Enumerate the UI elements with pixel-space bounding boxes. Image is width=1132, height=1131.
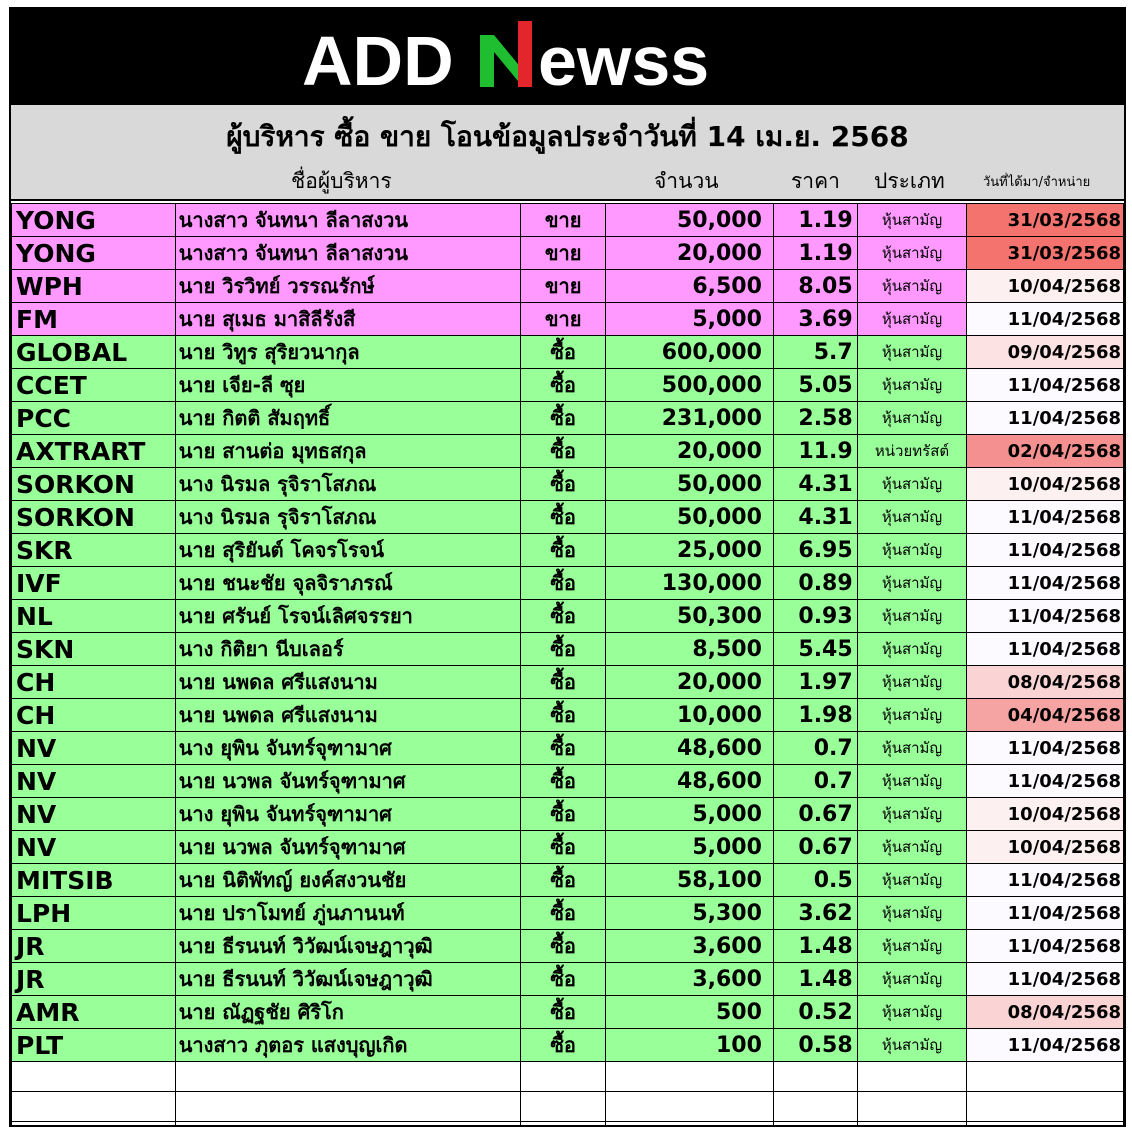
executive-name-cell: นาย นวพล จันทร์จุฑามาศ [175,765,520,798]
stock-symbol-cell: NV [12,798,176,831]
empty-table-row [12,1092,1124,1122]
transaction-date-cell: 10/04/2568 [967,831,1124,864]
stock-symbol-cell: LPH [12,897,176,930]
price-cell: 1.19 [773,204,857,237]
price-cell: 0.67 [773,831,857,864]
price-cell: 0.7 [773,732,857,765]
table-row [12,831,1124,864]
transaction-date-cell: 11/04/2568 [967,765,1124,798]
security-type-cell: หน่วยทรัสต์ [857,435,967,468]
executive-name-cell: นาย นิติพัทญ์ ยงค์สงวนชัย [175,864,520,897]
column-header-price: ราคา [791,169,840,193]
executive-name-cell: นาย สุเมธ มาสิลีรังสี [175,303,520,336]
transaction-side-cell: ซื้อ [520,600,606,633]
stock-symbol-cell: PCC [12,402,176,435]
price-cell: 1.98 [773,699,857,732]
quantity-cell: 10,000 [606,699,773,732]
security-type-cell: หุ้นสามัญ [857,633,967,666]
quantity-cell: 25,000 [606,534,773,567]
security-type-cell: หุ้นสามัญ [857,270,967,303]
transaction-side-cell: ซื้อ [520,534,606,567]
transaction-side-cell: ซื้อ [520,732,606,765]
stock-symbol-cell: NV [12,732,176,765]
quantity-cell: 50,000 [606,501,773,534]
table-row [12,864,1124,897]
price-cell: 0.89 [773,567,857,600]
quantity-cell: 48,600 [606,765,773,798]
table-row [12,798,1124,831]
quantity-cell: 8,500 [606,633,773,666]
report-title: ผู้บริหาร ซื้อ ขาย โอนข้อมูลประจำวันที่ 14 เม.ย. 2568 [226,120,909,153]
executive-name-cell: นาย วิทูร สุริยวนากุล [175,336,520,369]
price-cell: 3.69 [773,303,857,336]
stock-symbol-cell: NL [12,600,176,633]
price-cell: 1.48 [773,963,857,996]
quantity-cell: 100 [606,1029,773,1062]
table-row [12,270,1124,303]
security-type-cell: หุ้นสามัญ [857,699,967,732]
price-cell: 0.93 [773,600,857,633]
transaction-date-cell: 11/04/2568 [967,600,1124,633]
executive-name-cell: นางสาว จันทนา ลีลาสงวน [175,237,520,270]
executive-name-cell: นาย สุริยันต์ โคจรโรจน์ [175,534,520,567]
executive-name-cell: นาย เจีย-ลี ซุย [175,369,520,402]
transaction-side-cell: ซื้อ [520,831,606,864]
stock-symbol-cell: MITSIB [12,864,176,897]
empty-cell [967,1062,1124,1092]
security-type-cell: หุ้นสามัญ [857,798,967,831]
price-cell: 3.62 [773,897,857,930]
column-header-quantity: จำนวน [654,169,719,193]
transaction-side-cell: ซื้อ [520,666,606,699]
stock-symbol-cell: AXTRART [12,435,176,468]
table-row [12,963,1124,996]
security-type-cell: หุ้นสามัญ [857,963,967,996]
transaction-date-cell: 10/04/2568 [967,270,1124,303]
price-cell: 4.31 [773,468,857,501]
quantity-cell: 3,600 [606,963,773,996]
stock-symbol-cell: PLT [12,1029,176,1062]
executive-name-cell: นาย ณัฏฐชัย ศิริโก [175,996,520,1029]
transaction-date-cell: 04/04/2568 [967,699,1124,732]
report-header [11,105,1124,201]
executive-name-cell: นาย นวพล จันทร์จุฑามาศ [175,831,520,864]
empty-table-row [12,1062,1124,1092]
transaction-side-cell: ขาย [520,204,606,237]
price-cell: 1.48 [773,930,857,963]
executive-name-cell: นาง กิติยา นีบเลอร์ [175,633,520,666]
transaction-date-cell: 11/04/2568 [967,303,1124,336]
executive-name-cell: นาง ยุพิน จันทร์จุฑามาศ [175,732,520,765]
empty-cell [520,1062,606,1092]
table-row [12,468,1124,501]
table-row [12,534,1124,567]
transaction-date-cell: 11/04/2568 [967,501,1124,534]
transaction-side-cell: ซื้อ [520,567,606,600]
executive-name-cell: นาย ธีรนนท์ วิวัฒน์เจษฎาวุฒิ [175,930,520,963]
transaction-side-cell: ซื้อ [520,336,606,369]
transaction-side-cell: ซื้อ [520,765,606,798]
quantity-cell: 600,000 [606,336,773,369]
transaction-side-cell: ซื้อ [520,633,606,666]
empty-cell [12,1122,176,1128]
transaction-side-cell: ซื้อ [520,996,606,1029]
empty-cell [520,1092,606,1122]
quantity-cell: 500,000 [606,369,773,402]
stock-symbol-cell: WPH [12,270,176,303]
transaction-side-cell: ซื้อ [520,468,606,501]
quantity-cell: 50,000 [606,468,773,501]
column-header-name: ชื่อผู้บริหาร [291,169,392,193]
security-type-cell: หุ้นสามัญ [857,897,967,930]
quantity-cell: 5,300 [606,897,773,930]
price-cell: 0.67 [773,798,857,831]
transaction-date-cell: 10/04/2568 [967,468,1124,501]
table-row [12,600,1124,633]
executive-name-cell: นาย นพดล ศรีแสงนาม [175,699,520,732]
transaction-date-cell: 11/04/2568 [967,732,1124,765]
transaction-side-cell: ซื้อ [520,501,606,534]
price-cell: 0.58 [773,1029,857,1062]
security-type-cell: หุ้นสามัญ [857,600,967,633]
price-cell: 8.05 [773,270,857,303]
security-type-cell: หุ้นสามัญ [857,336,967,369]
empty-cell [606,1092,773,1122]
transaction-side-cell: ขาย [520,303,606,336]
transaction-date-cell: 02/04/2568 [967,435,1124,468]
table-row [12,237,1124,270]
price-cell: 0.5 [773,864,857,897]
price-cell: 1.97 [773,666,857,699]
transaction-side-cell: ซื้อ [520,798,606,831]
empty-cell [967,1122,1124,1128]
quantity-cell: 5,000 [606,303,773,336]
empty-cell [520,1122,606,1128]
logo-bar [11,9,1124,105]
quantity-cell: 5,000 [606,798,773,831]
stock-symbol-cell: CH [12,666,176,699]
transactions-table [11,203,1124,1127]
transaction-date-cell: 08/04/2568 [967,996,1124,1029]
transaction-date-cell: 11/04/2568 [967,963,1124,996]
security-type-cell: หุ้นสามัญ [857,1029,967,1062]
executive-name-cell: นาย ปราโมทย์ ภู่นภานนท์ [175,897,520,930]
price-cell: 11.9 [773,435,857,468]
executive-name-cell: นาง นิรมล รุจิราโสภณ [175,468,520,501]
price-cell: 5.45 [773,633,857,666]
price-cell: 4.31 [773,501,857,534]
transaction-date-cell: 11/04/2568 [967,369,1124,402]
security-type-cell: หุ้นสามัญ [857,996,967,1029]
empty-cell [967,1092,1124,1122]
quantity-cell: 50,000 [606,204,773,237]
table-row [12,204,1124,237]
security-type-cell: หุ้นสามัญ [857,303,967,336]
empty-table-row [12,1122,1124,1128]
table-row [12,732,1124,765]
table-row [12,765,1124,798]
column-header-type: ประเภท [874,169,945,193]
transaction-date-cell: 11/04/2568 [967,864,1124,897]
security-type-cell: หุ้นสามัญ [857,765,967,798]
empty-cell [606,1122,773,1128]
transaction-side-cell: ซื้อ [520,963,606,996]
quantity-cell: 231,000 [606,402,773,435]
stock-symbol-cell: FM [12,303,176,336]
stock-symbol-cell: SKR [12,534,176,567]
table-row [12,336,1124,369]
executive-name-cell: นาย สานต่อ มุทธสกุล [175,435,520,468]
executive-name-cell: นางสาว ภุตอร แสงบุญเกิด [175,1029,520,1062]
quantity-cell: 6,500 [606,270,773,303]
table-row [12,996,1124,1029]
stock-symbol-cell: NV [12,831,176,864]
quantity-cell: 130,000 [606,567,773,600]
quantity-cell: 20,000 [606,666,773,699]
table-row [12,930,1124,963]
transaction-side-cell: ซื้อ [520,369,606,402]
security-type-cell: หุ้นสามัญ [857,930,967,963]
empty-cell [175,1062,520,1092]
table-row [12,501,1124,534]
transaction-date-cell: 31/03/2568 [967,237,1124,270]
stock-symbol-cell: YONG [12,204,176,237]
quantity-cell: 20,000 [606,237,773,270]
transaction-side-cell: ซื้อ [520,930,606,963]
stock-symbol-cell: CH [12,699,176,732]
security-type-cell: หุ้นสามัญ [857,501,967,534]
table-row [12,435,1124,468]
price-cell: 5.05 [773,369,857,402]
executive-name-cell: นาง นิรมล รุจิราโสภณ [175,501,520,534]
transaction-side-cell: ซื้อ [520,402,606,435]
empty-cell [175,1122,520,1128]
logo-text-n: N [479,17,481,18]
transaction-date-cell: 31/03/2568 [967,204,1124,237]
stock-symbol-cell: SORKON [12,468,176,501]
executive-name-cell: นาง ยุพิน จันทร์จุฑามาศ [175,798,520,831]
security-type-cell: หุ้นสามัญ [857,237,967,270]
transaction-side-cell: ซื้อ [520,864,606,897]
empty-cell [773,1122,857,1128]
stock-symbol-cell: SKN [12,633,176,666]
quantity-cell: 50,300 [606,600,773,633]
price-cell: 1.19 [773,237,857,270]
stock-symbol-cell: GLOBAL [12,336,176,369]
table-row [12,369,1124,402]
stock-symbol-cell: AMR [12,996,176,1029]
transaction-date-cell: 11/04/2568 [967,930,1124,963]
price-cell: 2.58 [773,402,857,435]
transaction-date-cell: 11/04/2568 [967,897,1124,930]
transaction-date-cell: 11/04/2568 [967,633,1124,666]
security-type-cell: หุ้นสามัญ [857,732,967,765]
report-frame [9,7,1126,1127]
logo-text-add: ADD [301,22,454,97]
stock-symbol-cell: IVF [12,567,176,600]
price-cell: 0.7 [773,765,857,798]
security-type-cell: หุ้นสามัญ [857,534,967,567]
stock-symbol-cell: JR [12,963,176,996]
table-row [12,402,1124,435]
transaction-date-cell: 08/04/2568 [967,666,1124,699]
table-row [12,897,1124,930]
empty-cell [857,1092,967,1122]
stock-symbol-cell: CCET [12,369,176,402]
quantity-cell: 20,000 [606,435,773,468]
stock-symbol-cell: JR [12,930,176,963]
stock-symbol-cell: SORKON [12,501,176,534]
transaction-side-cell: ขาย [520,237,606,270]
security-type-cell: หุ้นสามัญ [857,369,967,402]
stock-symbol-cell: YONG [12,237,176,270]
logo-text-ewss: ewss [537,22,709,97]
addnewss-logo [298,17,838,97]
security-type-cell: หุ้นสามัญ [857,666,967,699]
executive-name-cell: นาย ธีรนนท์ วิวัฒน์เจษฎาวุฒิ [175,963,520,996]
table-row [12,567,1124,600]
security-type-cell: หุ้นสามัญ [857,204,967,237]
transaction-date-cell: 11/04/2568 [967,1029,1124,1062]
table-row [12,666,1124,699]
security-type-cell: หุ้นสามัญ [857,831,967,864]
logo-n-mark [480,17,532,87]
quantity-cell: 3,600 [606,930,773,963]
security-type-cell: หุ้นสามัญ [857,567,967,600]
empty-cell [773,1092,857,1122]
executive-name-cell: นาย ศรันย์ โรจน์เลิศจรรยา [175,600,520,633]
empty-cell [12,1092,176,1122]
security-type-cell: หุ้นสามัญ [857,402,967,435]
empty-cell [857,1062,967,1092]
transaction-side-cell: ขาย [520,270,606,303]
empty-cell [857,1122,967,1128]
transaction-date-cell: 11/04/2568 [967,534,1124,567]
price-cell: 6.95 [773,534,857,567]
empty-cell [773,1062,857,1092]
empty-cell [606,1062,773,1092]
column-header-date: วันที่ได้มา/จำหน่าย [983,175,1091,190]
transaction-side-cell: ซื้อ [520,699,606,732]
table-row [12,699,1124,732]
quantity-cell: 58,100 [606,864,773,897]
quantity-cell: 500 [606,996,773,1029]
transaction-date-cell: 10/04/2568 [967,798,1124,831]
quantity-cell: 48,600 [606,732,773,765]
transaction-side-cell: ซื้อ [520,897,606,930]
table-row [12,303,1124,336]
quantity-cell: 5,000 [606,831,773,864]
table-row [12,633,1124,666]
transaction-side-cell: ซื้อ [520,1029,606,1062]
transaction-date-cell: 09/04/2568 [967,336,1124,369]
executive-name-cell: นาย วิรวิทย์ วรรณรักษ์ [175,270,520,303]
security-type-cell: หุ้นสามัญ [857,864,967,897]
empty-cell [12,1062,176,1092]
price-cell: 5.7 [773,336,857,369]
executive-name-cell: นาย ชนะชัย จุลจิราภรณ์ [175,567,520,600]
transaction-date-cell: 11/04/2568 [967,402,1124,435]
stock-symbol-cell: NV [12,765,176,798]
transaction-date-cell: 11/04/2568 [967,567,1124,600]
executive-name-cell: นาย กิตติ สัมฤทธิ์ [175,402,520,435]
empty-cell [175,1092,520,1122]
security-type-cell: หุ้นสามัญ [857,468,967,501]
transaction-side-cell: ซื้อ [520,435,606,468]
executive-name-cell: นางสาว จันทนา ลีลาสงวน [175,204,520,237]
price-cell: 0.52 [773,996,857,1029]
executive-name-cell: นาย นพดล ศรีแสงนาม [175,666,520,699]
table-row [12,1029,1124,1062]
